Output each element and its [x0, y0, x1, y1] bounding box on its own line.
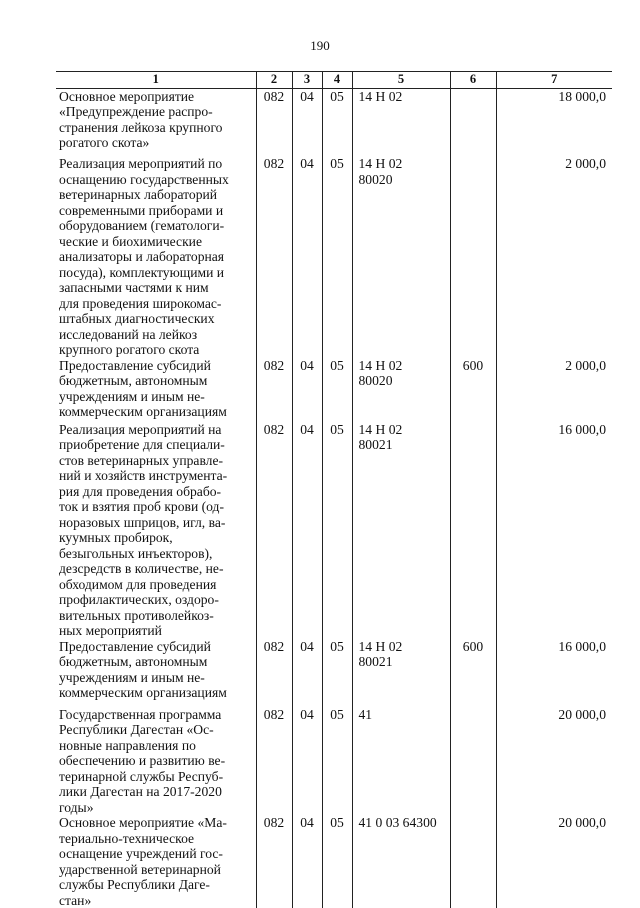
row-subsection-code: 05 [322, 358, 352, 422]
row-section-code: 04 [292, 707, 322, 816]
column-header-5: 5 [352, 72, 450, 89]
row-section-code: 04 [292, 156, 322, 358]
table-row [56, 815, 612, 908]
row-ministry-code: 082 [256, 358, 292, 422]
row-amount: 2 000,0 [496, 156, 612, 358]
row-ministry-code: 082 [256, 88, 292, 156]
row-target-article: 14 Н 02 80021 [352, 422, 450, 639]
row-amount: 20 000,0 [496, 707, 612, 816]
row-ministry-code: 082 [256, 422, 292, 639]
column-header-3: 3 [292, 72, 322, 89]
row-expense-type [450, 88, 496, 156]
column-header-1: 1 [56, 72, 256, 89]
row-amount: 20 000,0 [496, 815, 612, 908]
page-number: 190 [310, 38, 330, 53]
row-expense-type [450, 707, 496, 816]
row-name: Государственная программа Республики Дагестан «Ос- новные направления по обеспечению и развитию ве- теринарной службы Респуб- лики Дагестан на 2017-2020 годы» [59, 706, 226, 815]
row-subsection-code: 05 [322, 156, 352, 358]
row-section-code: 04 [292, 358, 322, 422]
table-row [56, 88, 612, 156]
row-expense-type: 600 [450, 358, 496, 422]
row-amount: 16 000,0 [496, 639, 612, 707]
column-header-6: 6 [450, 72, 496, 89]
row-expense-type [450, 156, 496, 358]
row-ministry-code: 082 [256, 639, 292, 707]
table-row [56, 358, 612, 422]
row-target-article: 14 Н 02 80020 [352, 156, 450, 358]
row-name: Предоставление субсидий бюджетным, автономным учреждениям и иным не- коммерческим организациям [59, 638, 227, 700]
column-header-2: 2 [256, 72, 292, 89]
table-header-row [56, 72, 612, 89]
column-header-4: 4 [322, 72, 352, 89]
row-subsection-code: 05 [322, 815, 352, 908]
row-target-article: 41 0 03 64300 [352, 815, 450, 908]
row-name: Предоставление субсидий бюджетным, автономным учреждениям и иным не- коммерческим организациям [59, 357, 227, 419]
row-ministry-code: 082 [256, 156, 292, 358]
row-amount: 16 000,0 [496, 422, 612, 639]
table-row [56, 422, 612, 639]
row-amount: 18 000,0 [496, 88, 612, 156]
row-expense-type [450, 422, 496, 639]
row-subsection-code: 05 [322, 707, 352, 816]
row-subsection-code: 05 [322, 88, 352, 156]
row-subsection-code: 05 [322, 639, 352, 707]
row-name: Основное мероприятие «Ма- териально-техническое оснащение учреждений гос- ударственной ветеринарной службы Республики Даге- стан» [59, 815, 227, 908]
row-ministry-code: 082 [256, 707, 292, 816]
row-name: Реализация мероприятий по оснащению государственных ветеринарных лабораторий современными приборами и оборудованием (гематологи- ческие и биохимические анализаторы и лабораторная посуда), комплектующими и запасными частями к ним для проведения широкомас- штабных диагностических исследований на лейкоз крупного рогатого скота [59, 156, 229, 357]
row-expense-type [450, 815, 496, 908]
row-target-article: 14 Н 02 80021 [352, 639, 450, 707]
row-name: Реализация мероприятий на приобретение для специали- стов ветеринарных управле- ний и хозяйств инструмента- рия для проведения обрабо- ток и взятия проб крови (од- норазовых шприцов, игл, ва- куумных пробирок, безыгольных инъекторов), дезсредств в количестве, не- обходимом для проведения профилактических, оздоро- вительных противолейкоз- ных мероприятий [59, 421, 228, 638]
row-expense-type: 600 [450, 639, 496, 707]
row-section-code: 04 [292, 88, 322, 156]
row-ministry-code: 082 [256, 815, 292, 908]
row-subsection-code: 05 [322, 422, 352, 639]
row-amount: 2 000,0 [496, 358, 612, 422]
table-row [56, 707, 612, 816]
column-header-7: 7 [496, 72, 612, 89]
row-section-code: 04 [292, 815, 322, 908]
table-row [56, 156, 612, 358]
budget-table [56, 71, 612, 908]
row-section-code: 04 [292, 422, 322, 639]
row-target-article: 41 [352, 707, 450, 816]
row-target-article: 14 Н 02 [352, 88, 450, 156]
table-row [56, 639, 612, 707]
row-section-code: 04 [292, 639, 322, 707]
row-name: Основное мероприятие «Предупреждение распро- странения лейкоза крупного рогатого скота» [59, 88, 223, 150]
row-target-article: 14 Н 02 80020 [352, 358, 450, 422]
